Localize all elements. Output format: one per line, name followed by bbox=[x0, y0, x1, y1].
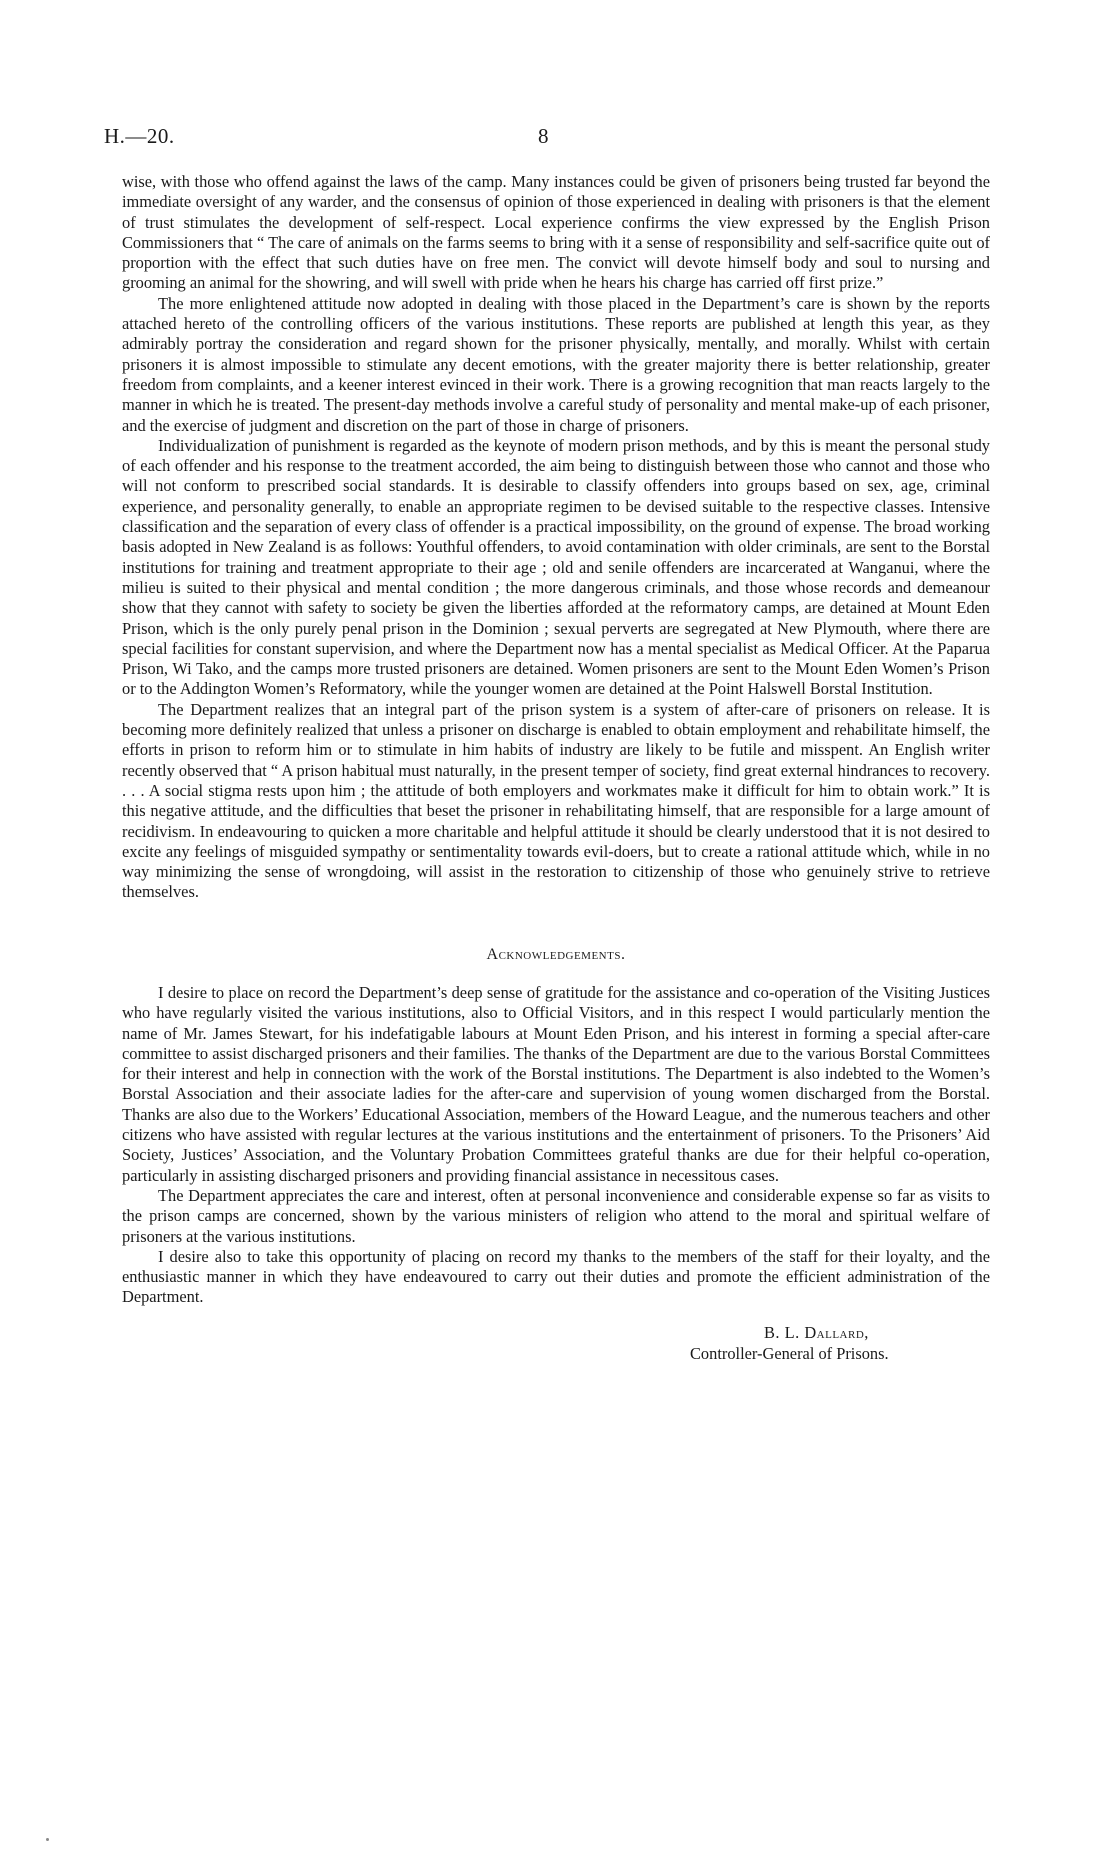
body-paragraph: Individualization of punishment is regarded as the keynote of modern prison methods, and by this is meant the personal study of each offender and his response to the treatment accorded, the aim being to distinguish between those who cannot and those who will not conform to prescribed social standards. It is desirable to classify offenders into groups based on sex, age, criminal experience, and personality generally, to enable an appropriate regimen to be devised suitable to the respective classes. Intensive classification and the separation of every class of offender is a practical impossibility, on the ground of expense. The broad working basis adopted in New Zealand is as follows: Youthful offenders, to avoid contamination with older criminals, are sent to the Borstal institutions for training and treatment appropriate to their age ; old and senile offenders are incarcerated at Wanganui, where the milieu is suited to their physical and mental condition ; the more dangerous criminals, and those whose records and demeanour show that they cannot with safety to society be given the liberties afforded at the reformatory camps, are detained at Mount Eden Prison, which is the only purely penal prison in the Dominion ; sexual perverts are segregated at New Plymouth, where there are special facilities for constant supervision, and where the Department now has a mental specialist as Medical Officer. At the Paparua Prison, Wi Tako, and the camps more trusted prisoners are detained. Women prisoners are sent to the Mount Eden Women’s Prison or to the Addington Women’s Reformatory, while the younger women are detained at the Point Halswell Borstal Institution. bbox=[122, 435, 990, 699]
paper-speck bbox=[46, 1838, 49, 1841]
signatory-title: Controller-General of Prisons. bbox=[690, 1343, 889, 1363]
body-paragraph: The more enlightened attitude now adopted in dealing with those placed in the Department’s care is shown by the reports attached hereto of the controlling officers of the various institutions. These reports are published at length this year, as they admirably portray the consideration and regard shown for the prisoner physically, mentally, and morally. Whilst with certain prisoners it is almost impossible to stimulate any decent emotions, with the greater majority there is better relationship, greater freedom from complaints, and a keener interest evinced in their work. There is a growing recognition that man reacts largely to the manner in which he is treated. The present-day methods involve a careful study of personality and mental make-up of each prisoner, and the exercise of judgment and discretion on the part of those in charge of prisoners. bbox=[122, 293, 990, 435]
body-paragraph: wise, with those who offend against the laws of the camp. Many instances could be given of prisoners being trusted far beyond the immediate oversight of any warder, and the consensus of opinion of those experienced in dealing with prisoners is that the element of trust stimulates the development of self-respect. Local experience confirms the view expressed by the English Prison Commissioners that “ The care of animals on the farms seems to bring with it a sense of responsibility and self-sacrifice quite out of proportion with the effect that such duties have on free men. The convict will devote himself body and soul to nursing and grooming an animal for the showring, and will swell with pride when he hears his charge has carried off first prize.” bbox=[122, 172, 990, 293]
body-paragraph: The Department realizes that an integral part of the prison system is a system of after-care of prisoners on release. It is becoming more definitely realized that unless a prisoner on discharge is enabled to obtain employment and rehabilitate himself, the efforts in prison to reform him or to stimulate in him habits of industry are likely to be futile and misspent. An English writer recently observed that “ A prison habitual must naturally, in the present temper of society, find great external hindrances to recovery. . . . A social stigma rests upon him ; the attitude of both employers and workmates make it difficult for him to obtain work.” It is this negative attitude, and the difficulties that beset the prisoner in rehabilitating himself, that are responsible for a large amount of recidivism. In endeavouring to quicken a more charitable and helpful attitude it should be clearly understood that it is not desired to excite any feelings of misguided sympathy or sentimentality towards evil-doers, but to create a rational attitude which, while in no way minimizing the sense of wrongdoing, will assist in the restoration to citizenship of those who genuinely strive to retrieve themselves. bbox=[122, 699, 990, 902]
document-body bbox=[122, 172, 990, 1364]
page-number: 8 bbox=[538, 124, 549, 148]
page-header bbox=[104, 124, 1004, 150]
acknowledgement-paragraph: I desire to place on record the Department’s deep sense of gratitude for the assistance and co-operation of the Visiting Justices who have regularly visited the various institutions, also to Official Visitors, and in this respect I would particularly mention the name of Mr. James Stewart, for his indefatigable labours at Mount Eden Prison, and his interest in forming a special after-care committee to assist discharged prisoners and their families. The thanks of the Department are due to the various Borstal Committees for their interest and help in connection with the work of the Borstal institutions. The Department is also indebted to the Women’s Borstal Association and their associate ladies for the after-care and supervision of young women discharged from the Borstal. Thanks are also due to the Workers’ Educational Association, members of the Howard League, and the numerous teachers and other citizens who have assisted with regular lectures at the various institutions and the entertainment of prisoners. To the Prisoners’ Aid Society, Justices’ Association, and the Voluntary Probation Committees grateful thanks are due for their helpful co-operation, particularly in assisting discharged prisoners and providing financial assistance in necessitous cases. bbox=[122, 982, 990, 1185]
acknowledgements-heading: Acknowledgements. bbox=[486, 945, 626, 963]
acknowledgement-paragraph: The Department appreciates the care and interest, often at personal inconvenience and considerable expense so far as visits to the prison camps are concerned, shown by the various ministers of religion who attend to the moral and spiritual welfare of prisoners at the various institutions. bbox=[122, 1185, 990, 1246]
signature-block bbox=[690, 1322, 990, 1364]
document-reference: H.—20. bbox=[104, 124, 175, 148]
signatory-name: B. L. Dallard, bbox=[764, 1322, 869, 1342]
acknowledgement-paragraph: I desire also to take this opportunity of placing on record my thanks to the members of the staff for their loyalty, and the enthusiastic manner in which they have endeavoured to carry out their duties and promote the efficient administration of the Department. bbox=[122, 1246, 990, 1307]
